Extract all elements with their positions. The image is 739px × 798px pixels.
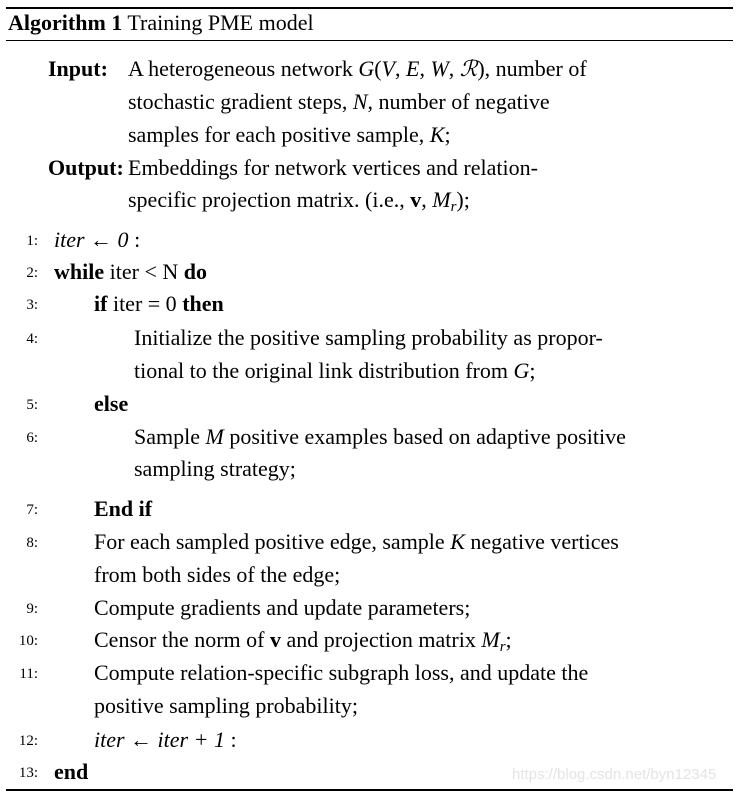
line-segment: ); [456,187,470,212]
line-segment: W [430,56,449,81]
line-segment: For each sampled positive edge, sample [94,529,451,554]
algorithm-line [128,155,538,181]
bottom-rule [6,789,733,791]
line-segment: r [450,199,457,215]
algorithm-line [94,627,512,660]
line-segment: v [269,627,281,652]
line-segment: negative vertices [464,529,619,554]
line-segment: ), number of [477,56,587,81]
watermark: https://blog.csdn.net/byn12345 [512,766,717,783]
line-segment: , [395,56,406,81]
line-segment: then [182,291,224,316]
line-segment: A heterogeneous network [128,56,359,81]
algorithm-line [94,291,224,317]
line-segment: iter ← iter + 1 [94,727,225,752]
line-segment: K [450,529,465,554]
line-segment: ; [529,358,536,383]
line-number: 13: [18,765,38,781]
line-segment: M [481,627,500,652]
line-segment: r [499,639,506,655]
algorithm-line [128,89,550,115]
line-segment: G [358,56,375,81]
line-segment: Sample [134,424,206,449]
algorithm-line [128,56,587,82]
title-rule [6,40,733,41]
algorithm-line [94,595,470,621]
algorithm-line [94,660,588,686]
line-segment: , [448,56,460,81]
algorithm-line [94,391,128,417]
line-number: 7: [26,502,38,518]
line-segment: M [205,424,224,449]
line-number: 5: [26,397,38,413]
line-segment: iter = 0 [107,291,183,316]
line-segment: ; [444,122,451,147]
line-segment: : [224,727,237,752]
line-number: 1: [26,233,38,249]
algorithm-number: Algorithm 1 [8,10,123,35]
line-number: 4: [26,331,38,347]
line-segment: , number of negative [367,89,550,114]
line-segment: else [94,391,129,416]
line-segment: stochastic gradient steps, [128,89,353,114]
algorithm-line [94,529,619,555]
line-segment: samples for each positive sample, [128,122,430,147]
line-number: 8: [26,535,38,551]
line-number: 11: [19,666,38,682]
algorithm-line [94,693,358,719]
line-segment: , [419,56,431,81]
line-number: 3: [26,297,38,313]
line-segment: tional to the original link distribution from [134,358,514,383]
input-label: Input: [48,56,108,81]
line-segment: Compute gradients and update parameters; [94,595,471,620]
line-segment: iter < N [104,259,184,284]
line-segment: end [54,759,89,784]
line-segment: M [432,187,451,212]
algorithm-line [54,759,88,785]
algorithm-line [94,727,237,753]
line-segment: E [406,56,420,81]
top-rule [6,7,733,9]
algorithm-line [134,456,296,482]
line-segment: ( [374,56,382,81]
line-number: 10: [18,633,38,649]
line-number: 6: [26,430,38,446]
algorithm-line [54,259,207,285]
line-segment: v [410,187,422,212]
algorithm-line [134,358,535,384]
line-segment: sampling strategy; [134,456,296,481]
line-segment: N [352,89,368,114]
algorithm-line [134,325,603,351]
line-segment: G [513,358,530,383]
line-segment: specific projection matrix. (i.e., [128,187,411,212]
algorithm-name: Training PME model [127,10,314,35]
line-segment: if [94,291,108,316]
line-segment: K [429,122,445,147]
algorithm-line [94,496,152,522]
output-label: Output: [48,155,124,180]
algorithm-line [128,187,470,220]
line-segment: Censor the norm of [94,627,270,652]
line-number: 9: [26,601,38,617]
algorithm-line [94,562,340,588]
line-segment: ℛ [459,56,478,81]
line-segment: positive sampling probability; [94,693,358,718]
line-segment: : [128,227,141,252]
line-segment: and projection matrix [280,627,482,652]
line-segment: from both sides of the edge; [94,562,341,587]
line-number: 12: [18,733,38,749]
algorithm-line [134,424,626,450]
line-segment: Initialize the positive sampling probability as propor- [134,325,603,350]
line-segment: , [421,187,433,212]
line-segment: iter ← 0 [54,227,129,252]
line-segment: do [183,259,207,284]
line-segment: ; [505,627,512,652]
line-segment: Embeddings for network vertices and relation- [128,155,538,180]
algorithm-line [54,227,140,253]
line-segment: positive examples based on adaptive positive [223,424,626,449]
line-segment: Compute relation-specific subgraph loss, and update the [94,660,589,685]
algorithm-line [128,122,451,148]
line-segment: End if [94,496,153,521]
line-segment: while [54,259,105,284]
algorithm-title [8,10,314,36]
line-segment: V [381,56,395,81]
line-number: 2: [26,265,38,281]
